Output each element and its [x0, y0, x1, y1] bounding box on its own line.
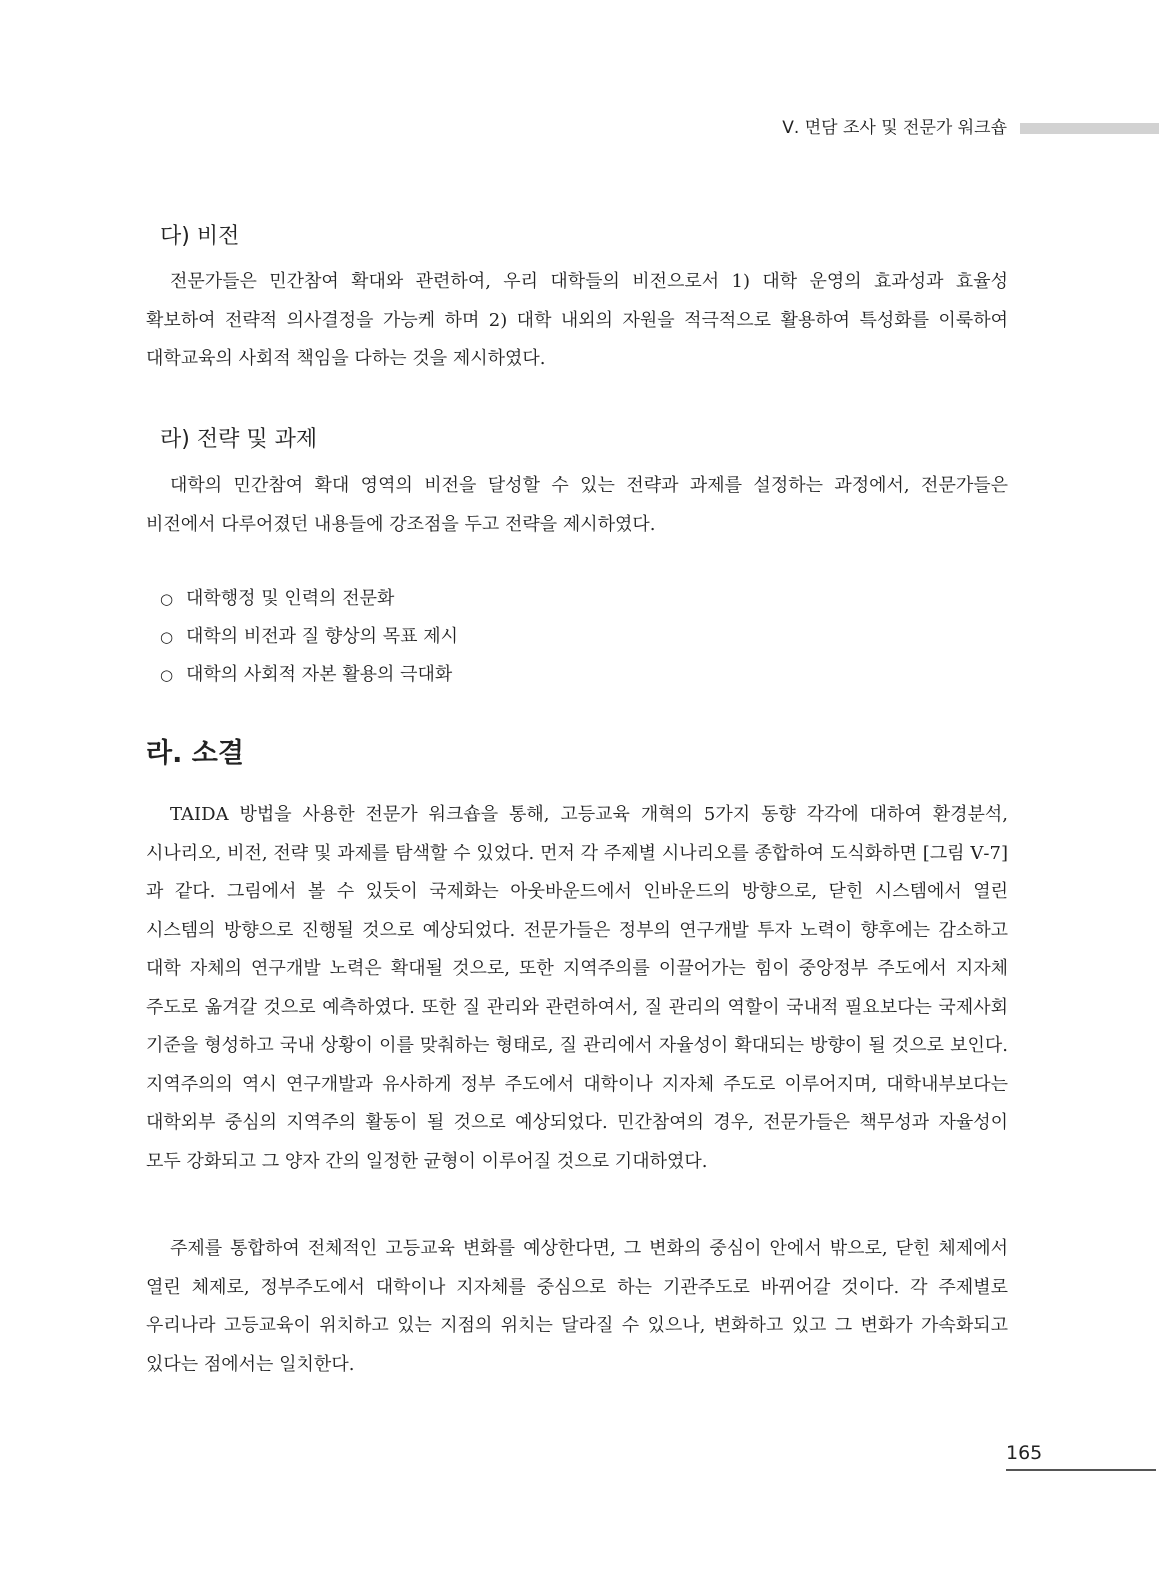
page-number: 165: [1006, 1442, 1043, 1464]
conclusion-heading: 라. 소결: [146, 738, 244, 769]
list-item: [160, 618, 458, 656]
conclusion-paragraph-2: 주제를 통합하여 전체적인 고등교육 변화를 예상한다면, 그 변화의 중심이 안에서 밖으로, 닫힌 체제에서 열린 체제로, 정부주도에서 대학이나 지자체를 중심으로 하는 기관주도로 바뀌어갈 것이다. 각 주제별로 우리나라 고등교육이 위치하고 있는 지점의 위치는 달라질 수 있으나, 변화하고 있고 그 변화가 가속화되고 있다는 점에서는 일치한다.: [146, 1238, 1008, 1375]
bullet-text: 대학행정 및 인력의 전문화: [186, 588, 395, 609]
vision-paragraph: 전문가들은 민간참여 확대와 관련하여, 우리 대학들의 비전으로서 1) 대학 운영의 효과성과 효율성 확보하여 전략적 의사결정을 가능케 하며 2) 대학 내외의 자원을 적극적으로 활용하여 특성화를 이룩하여 대학교육의 사회적 책임을 다하는 것을 제시하였다.: [146, 271, 1008, 369]
header-decorative-bar: [1020, 123, 1159, 134]
footer-rule: [1006, 1469, 1156, 1471]
bullet-text: 대학의 비전과 질 향상의 목표 제시: [186, 626, 459, 647]
bullet-circle-icon: ○: [160, 666, 174, 684]
bullet-circle-icon: ○: [160, 590, 174, 608]
running-header: [0, 116, 1159, 142]
vision-heading: 다) 비전: [160, 224, 240, 249]
list-item: [160, 656, 458, 694]
page-footer: [1006, 1440, 1156, 1471]
chapter-title: Ⅴ. 면담 조사 및 전문가 워크숍: [782, 118, 1007, 138]
strategy-paragraph: 대학의 민간참여 확대 영역의 비전을 달성할 수 있는 전략과 과제를 설정하는 과정에서, 전문가들은 비전에서 다루어졌던 내용들에 강조점을 두고 전략을 제시하였다.: [146, 475, 1008, 535]
bullet-circle-icon: ○: [160, 628, 174, 646]
strategy-heading: 라) 전략 및 과제: [160, 427, 318, 452]
list-item: [160, 580, 458, 618]
strategy-bullet-list: [160, 580, 458, 694]
conclusion-paragraph-1: TAIDA 방법을 사용한 전문가 워크숍을 통해, 고등교육 개혁의 5가지 동향 각각에 대하여 환경분석, 시나리오, 비전, 전략 및 과제를 탐색할 수 있었다. 먼저 각 주제별 시나리오를 종합하여 도식화하면 [그림 Ⅴ-7]과 같다. 그림에서 볼 수 있듯이 국제화는 아웃바운드에서 인바운드의 방향으로, 닫힌 시스템에서 열린 시스템의 방향으로 진행될 것으로 예상되었다. 전문가들은 정부의 연구개발 투자 노력이 향후에는 감소하고 대학 자체의 연구개발 노력은 확대될 것으로, 또한 지역주의를 이끌어가는 힘이 중앙정부 주도에서 지자체 주도로 옮겨갈 것으로 예측하였다. 또한 질 관리와 관련하여서, 질 관리의 역할이 국내적 필요보다는 국제사회 기준을 형성하고 국내 상황이 이를 맞춰하는 형태로, 질 관리에서 자율성이 확대되는 방향이 될 것으로 보인다. 지역주의의 역시 연구개발과 유사하게 정부 주도에서 대학이나 지자체 주도로 이루어지며, 대학내부보다는 대학외부 중심의 지역주의 활동이 될 것으로 예상되었다. 민간참여의 경우, 전문가들은 책무성과 자율성이 모두 강화되고 그 양자 간의 일정한 균형이 이루어질 것으로 기대하였다.: [146, 804, 1008, 1172]
bullet-text: 대학의 사회적 자본 활용의 극대화: [186, 664, 453, 685]
